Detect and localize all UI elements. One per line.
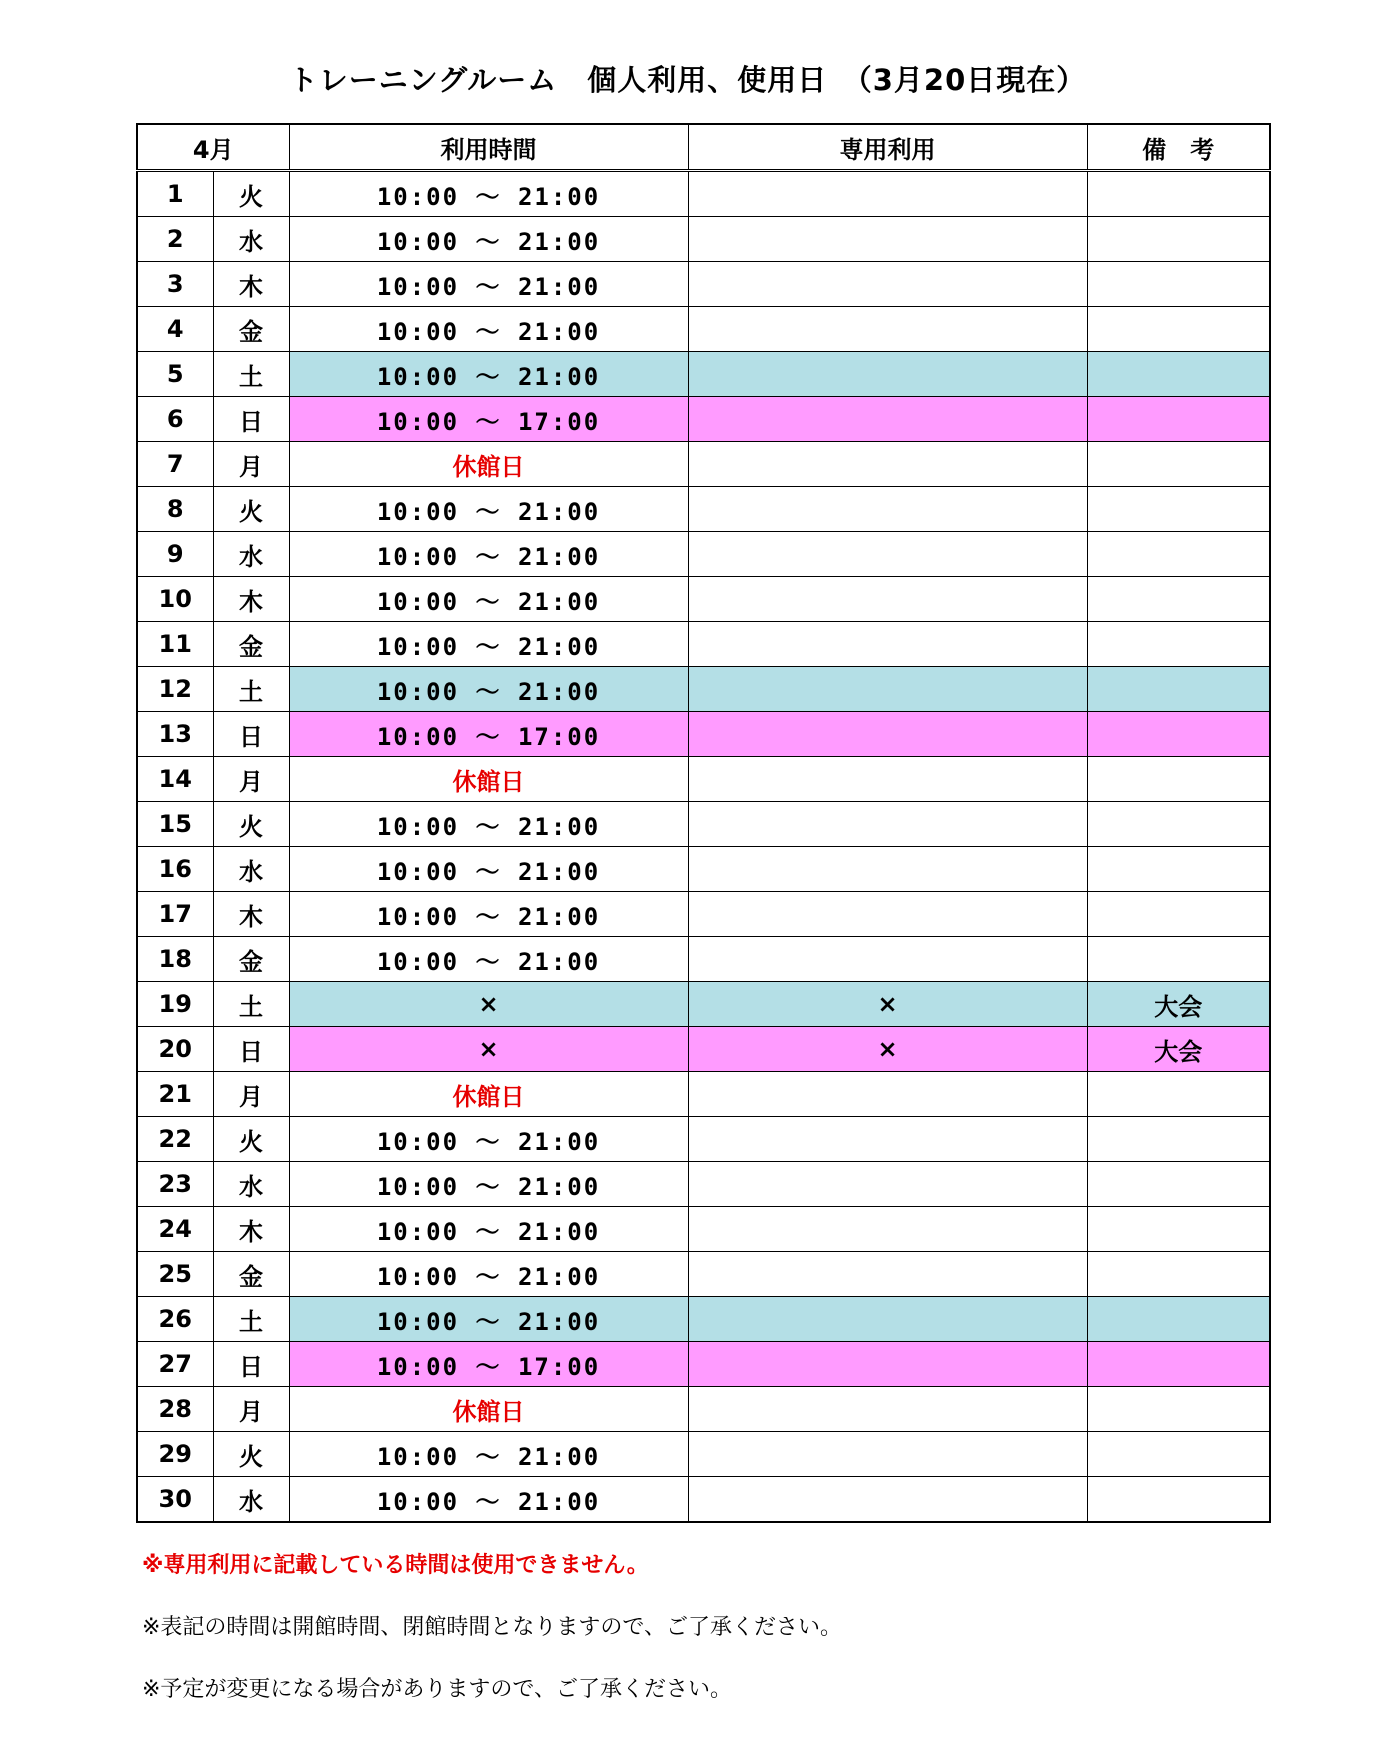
weekday: 月 [213, 757, 289, 802]
note-private-use: ※専用利用に記載している時間は使用できません。 [142, 1553, 649, 1578]
table-row [137, 1387, 1270, 1432]
private-use: × [688, 982, 1087, 1027]
private-use [688, 847, 1087, 892]
day-number: 20 [137, 1027, 213, 1072]
private-use: × [688, 1027, 1087, 1072]
day-number: 17 [137, 892, 213, 937]
private-use [688, 1072, 1087, 1117]
weekday: 水 [213, 847, 289, 892]
table-row [137, 171, 1270, 217]
day-number: 9 [137, 532, 213, 577]
usage-time: 10:00 ～ 21:00 [289, 1477, 688, 1523]
day-number: 5 [137, 352, 213, 397]
usage-time: 休館日 [289, 757, 688, 802]
weekday: 水 [213, 532, 289, 577]
usage-time: 休館日 [289, 1072, 688, 1117]
weekday: 月 [213, 442, 289, 487]
day-number: 29 [137, 1432, 213, 1477]
day-number: 28 [137, 1387, 213, 1432]
day-number: 14 [137, 757, 213, 802]
private-use [688, 712, 1087, 757]
private-use [688, 622, 1087, 667]
remarks [1087, 532, 1270, 577]
private-use [688, 802, 1087, 847]
table-row [137, 1297, 1270, 1342]
usage-time: 10:00 ～ 21:00 [289, 1252, 688, 1297]
private-use [688, 171, 1087, 217]
weekday: 金 [213, 1252, 289, 1297]
remarks [1087, 622, 1270, 667]
table-row [137, 1342, 1270, 1387]
remarks [1087, 712, 1270, 757]
private-use [688, 217, 1087, 262]
weekday: 火 [213, 171, 289, 217]
usage-time: 10:00 ～ 21:00 [289, 532, 688, 577]
weekday: 土 [213, 1297, 289, 1342]
page-title: トレーニングルーム 個人利用、使用日 （3月20日現在） [288, 63, 1087, 97]
day-number: 13 [137, 712, 213, 757]
day-number: 18 [137, 937, 213, 982]
table-row [137, 397, 1270, 442]
private-use [688, 442, 1087, 487]
private-use [688, 667, 1087, 712]
weekday: 日 [213, 712, 289, 757]
usage-time: 10:00 ～ 17:00 [289, 1342, 688, 1387]
usage-time: 10:00 ～ 21:00 [289, 802, 688, 847]
weekday: 金 [213, 937, 289, 982]
usage-time: 10:00 ～ 21:00 [289, 937, 688, 982]
private-use [688, 1117, 1087, 1162]
private-use [688, 1252, 1087, 1297]
weekday: 土 [213, 352, 289, 397]
day-number: 24 [137, 1207, 213, 1252]
remarks [1087, 1387, 1270, 1432]
table-row [137, 667, 1270, 712]
private-use [688, 937, 1087, 982]
day-number: 27 [137, 1342, 213, 1387]
day-number: 1 [137, 171, 213, 217]
private-use [688, 532, 1087, 577]
private-use [688, 1477, 1087, 1523]
private-use [688, 307, 1087, 352]
usage-time: 10:00 ～ 21:00 [289, 217, 688, 262]
weekday: 日 [213, 1342, 289, 1387]
private-use [688, 1387, 1087, 1432]
header-remarks: 備 考 [1087, 124, 1270, 171]
usage-time: 10:00 ～ 17:00 [289, 397, 688, 442]
usage-time: 休館日 [289, 1387, 688, 1432]
remarks [1087, 1477, 1270, 1523]
usage-time: 10:00 ～ 21:00 [289, 847, 688, 892]
remarks [1087, 1432, 1270, 1477]
weekday: 火 [213, 1117, 289, 1162]
remarks [1087, 1072, 1270, 1117]
remarks [1087, 1207, 1270, 1252]
table-row [137, 757, 1270, 802]
remarks: 大会 [1087, 1027, 1270, 1072]
day-number: 26 [137, 1297, 213, 1342]
private-use [688, 262, 1087, 307]
remarks [1087, 1252, 1270, 1297]
remarks [1087, 667, 1270, 712]
remarks: 大会 [1087, 982, 1270, 1027]
remarks [1087, 802, 1270, 847]
private-use [688, 1297, 1087, 1342]
table-row [137, 1207, 1270, 1252]
remarks [1087, 487, 1270, 532]
note-changes: ※予定が変更になる場合がありますので、ご了承ください。 [142, 1677, 732, 1702]
day-number: 3 [137, 262, 213, 307]
header-time: 利用時間 [289, 124, 688, 171]
table-row [137, 307, 1270, 352]
day-number: 10 [137, 577, 213, 622]
usage-time: 10:00 ～ 21:00 [289, 1432, 688, 1477]
weekday: 日 [213, 397, 289, 442]
schedule-table [136, 123, 1271, 1523]
weekday: 水 [213, 1162, 289, 1207]
day-number: 8 [137, 487, 213, 532]
usage-time: 10:00 ～ 21:00 [289, 1117, 688, 1162]
remarks [1087, 171, 1270, 217]
usage-time: 10:00 ～ 21:00 [289, 1297, 688, 1342]
table-row [137, 352, 1270, 397]
note-hours: ※表記の時間は開館時間、閉館時間となりますので、ご了承ください。 [142, 1615, 842, 1640]
day-number: 25 [137, 1252, 213, 1297]
table-row [137, 1162, 1270, 1207]
remarks [1087, 1117, 1270, 1162]
weekday: 水 [213, 1477, 289, 1523]
usage-time: 10:00 ～ 21:00 [289, 1207, 688, 1252]
usage-time: 10:00 ～ 21:00 [289, 577, 688, 622]
table-row [137, 937, 1270, 982]
table-row [137, 1477, 1270, 1523]
weekday: 土 [213, 667, 289, 712]
private-use [688, 1432, 1087, 1477]
day-number: 22 [137, 1117, 213, 1162]
table-row [137, 577, 1270, 622]
weekday: 月 [213, 1387, 289, 1432]
remarks [1087, 1297, 1270, 1342]
weekday: 日 [213, 1027, 289, 1072]
table-row [137, 1432, 1270, 1477]
table-row [137, 982, 1270, 1027]
usage-time: 10:00 ～ 21:00 [289, 892, 688, 937]
usage-time: 10:00 ～ 21:00 [289, 171, 688, 217]
weekday: 火 [213, 1432, 289, 1477]
remarks [1087, 937, 1270, 982]
table-row [137, 217, 1270, 262]
day-number: 7 [137, 442, 213, 487]
day-number: 21 [137, 1072, 213, 1117]
private-use [688, 1342, 1087, 1387]
day-number: 2 [137, 217, 213, 262]
table-row [137, 532, 1270, 577]
usage-time: × [289, 982, 688, 1027]
private-use [688, 397, 1087, 442]
remarks [1087, 442, 1270, 487]
remarks [1087, 397, 1270, 442]
table-row [137, 892, 1270, 937]
schedule-body [137, 171, 1270, 1523]
weekday: 木 [213, 262, 289, 307]
weekday: 火 [213, 487, 289, 532]
usage-time: 10:00 ～ 21:00 [289, 1162, 688, 1207]
weekday: 木 [213, 1207, 289, 1252]
day-number: 30 [137, 1477, 213, 1523]
table-row [137, 1027, 1270, 1072]
remarks [1087, 1162, 1270, 1207]
day-number: 19 [137, 982, 213, 1027]
weekday: 木 [213, 892, 289, 937]
table-row [137, 847, 1270, 892]
remarks [1087, 847, 1270, 892]
day-number: 23 [137, 1162, 213, 1207]
private-use [688, 352, 1087, 397]
remarks [1087, 1342, 1270, 1387]
weekday: 木 [213, 577, 289, 622]
weekday: 火 [213, 802, 289, 847]
weekday: 金 [213, 622, 289, 667]
day-number: 11 [137, 622, 213, 667]
table-row [137, 442, 1270, 487]
remarks [1087, 577, 1270, 622]
usage-time: 10:00 ～ 17:00 [289, 712, 688, 757]
table-row [137, 262, 1270, 307]
table-row [137, 802, 1270, 847]
day-number: 4 [137, 307, 213, 352]
private-use [688, 892, 1087, 937]
private-use [688, 487, 1087, 532]
usage-time: 10:00 ～ 21:00 [289, 622, 688, 667]
usage-time: 10:00 ～ 21:00 [289, 352, 688, 397]
remarks [1087, 352, 1270, 397]
day-number: 12 [137, 667, 213, 712]
remarks [1087, 307, 1270, 352]
usage-time: 10:00 ～ 21:00 [289, 667, 688, 712]
remarks [1087, 892, 1270, 937]
remarks [1087, 757, 1270, 802]
weekday: 水 [213, 217, 289, 262]
table-row [137, 622, 1270, 667]
table-row [137, 487, 1270, 532]
day-number: 15 [137, 802, 213, 847]
remarks [1087, 262, 1270, 307]
remarks [1087, 217, 1270, 262]
private-use [688, 577, 1087, 622]
usage-time: × [289, 1027, 688, 1072]
weekday: 土 [213, 982, 289, 1027]
day-number: 6 [137, 397, 213, 442]
header-row [137, 124, 1270, 171]
weekday: 金 [213, 307, 289, 352]
header-month: 4月 [137, 124, 289, 171]
private-use [688, 1207, 1087, 1252]
table-row [137, 712, 1270, 757]
day-number: 16 [137, 847, 213, 892]
weekday: 月 [213, 1072, 289, 1117]
private-use [688, 1162, 1087, 1207]
usage-time: 10:00 ～ 21:00 [289, 307, 688, 352]
usage-time: 10:00 ～ 21:00 [289, 487, 688, 532]
table-row [137, 1117, 1270, 1162]
table-row [137, 1072, 1270, 1117]
usage-time: 休館日 [289, 442, 688, 487]
private-use [688, 757, 1087, 802]
table-row [137, 1252, 1270, 1297]
header-private: 専用利用 [688, 124, 1087, 171]
usage-time: 10:00 ～ 21:00 [289, 262, 688, 307]
